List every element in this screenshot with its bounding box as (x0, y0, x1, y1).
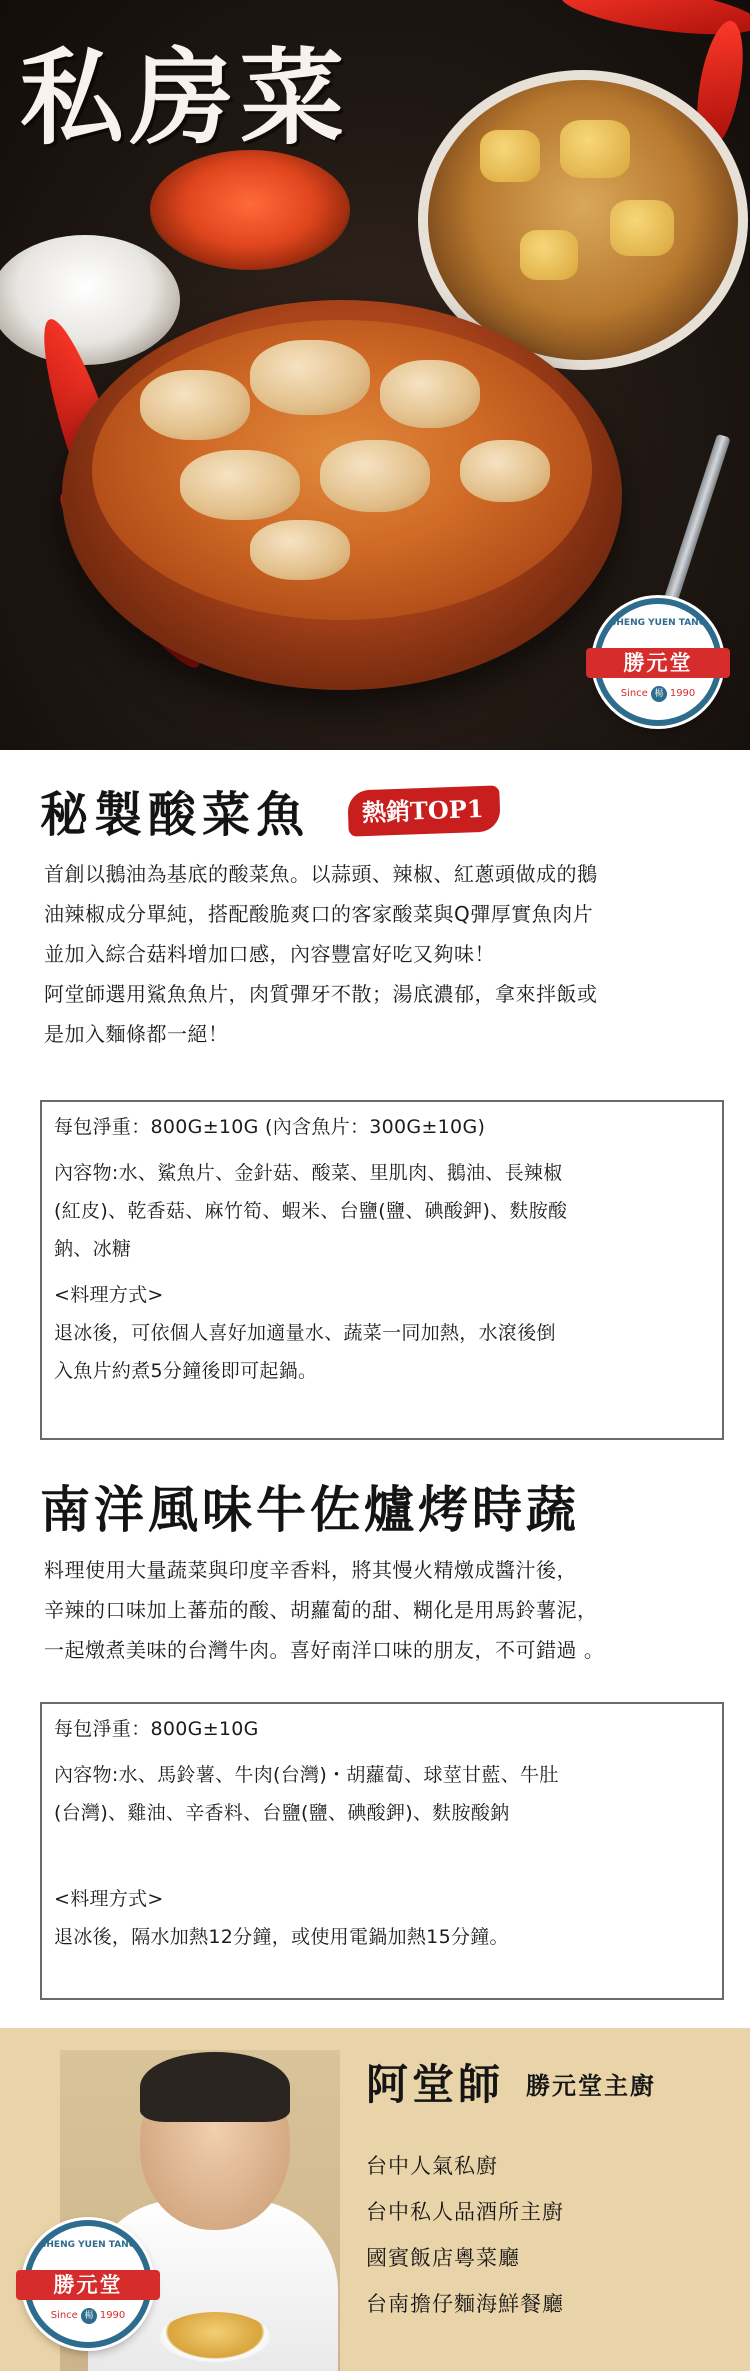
dish1-desc-line: 首創以鵝油為基底的酸菜魚。以蒜頭、辣椒、紅蔥頭做成的鵝 (44, 862, 598, 886)
dish1-method-line: 退冰後，可依個人喜好加適量水、蔬菜一同加熱，水滾後倒 (54, 1322, 556, 1344)
chef-credit: 台南擔仔麵海鮮餐廳 (366, 2292, 564, 2316)
noodle-plate-image (160, 2312, 270, 2362)
dish2-desc-line: 一起燉煮美味的台灣牛肉。喜好南洋口味的朋友，不可錯過 。 (44, 1638, 605, 1662)
dish1-spec-box (40, 1100, 724, 1440)
dish1-title: 秘製酸菜魚 (40, 787, 311, 843)
brand-since-label: Since (50, 2310, 78, 2321)
dish2-spec-box (40, 1702, 724, 2000)
chef-hair (140, 2052, 290, 2122)
brand-seal: 楊 (651, 686, 667, 702)
chef-name: 阿堂師 (366, 2060, 505, 2109)
dish1-ingredients-line: 內容物:水、鯊魚片、金針菇、酸菜、里肌肉、鵝油、長辣椒 (54, 1162, 563, 1184)
brand-since (38, 2308, 138, 2324)
dish2-title: 南洋風味牛佐爐烤時蔬 (40, 1480, 580, 1539)
brand-year: 1990 (99, 2310, 126, 2321)
potato-chunk (520, 230, 578, 280)
dish2-net-weight: 每包淨重：800G±10G (54, 1718, 259, 1740)
brand-since (608, 686, 708, 702)
fish-slice (380, 360, 480, 428)
dish1-desc-line: 是加入麵條都一絕！ (44, 1022, 229, 1046)
dish1-method-title: <料理方式> (54, 1284, 164, 1306)
dish1-desc-line: 油辣椒成分單純，搭配酸脆爽口的客家酸菜與Q彈厚實魚肉片 (44, 902, 594, 926)
fish-slice (250, 340, 370, 415)
brand-badge (594, 598, 722, 726)
hero-title: 私房菜 (20, 36, 351, 159)
brand-name: 勝元堂 (16, 2270, 160, 2300)
dish2-desc-line: 料理使用大量蔬菜與印度辛香料，將其慢火精燉成醬汁後， (44, 1558, 577, 1582)
brand-arc-text: SHENG YUEN TANG (39, 2240, 137, 2250)
dish1-ingredients-line: 鈉、冰糖 (54, 1238, 132, 1260)
brand-arc-text: SHENG YUEN TANG (609, 618, 707, 628)
chef-credit: 台中人氣私廚 (366, 2154, 498, 2178)
brand-since-label: Since (620, 688, 648, 699)
dish1-ingredients-line: (紅皮)、乾香菇、麻竹筍、蝦米、台鹽(鹽、碘酸鉀)、麩胺酸 (54, 1200, 568, 1222)
bestseller-tag: 熱銷TOP1 (347, 785, 500, 836)
dish1-desc-line: 並加入綜合菇料增加口感，內容豐富好吃又夠味！ (44, 942, 495, 966)
brand-name: 勝元堂 (586, 648, 730, 678)
dish2-method-title: <料理方式> (54, 1888, 164, 1910)
fish-slice (320, 440, 430, 512)
dish1-description (44, 854, 724, 1054)
fish-slice (180, 450, 300, 520)
chef-role: 勝元堂主廚 (526, 2071, 656, 2100)
dish1-method-line: 入魚片約煮5分鐘後即可起鍋。 (54, 1360, 318, 1382)
dish1-desc-line: 阿堂師選用鯊魚魚片，肉質彈牙不散；湯底濃郁，拿來拌飯或 (44, 982, 598, 1006)
dish2-desc-line: 辛辣的口味加上蕃茄的酸、胡蘿蔔的甜、糊化是用馬鈴薯泥， (44, 1598, 598, 1622)
potato-chunk (610, 200, 674, 256)
dish2-ingredients-line: (台灣)、雞油、辛香料、台鹽(鹽、碘酸鉀)、麩胺酸鈉 (54, 1802, 510, 1824)
chef-credit: 台中私人品酒所主廚 (366, 2200, 564, 2224)
salt-bowl-image (0, 235, 180, 365)
dish2-method-line: 退冰後，隔水加熱12分鐘，或使用電鍋加熱15分鐘。 (54, 1926, 509, 1948)
chili-bowl-image (150, 150, 350, 270)
brand-seal: 楊 (81, 2308, 97, 2324)
dish1-net-weight: 每包淨重：800G±10G (內含魚片：300G±10G) (54, 1116, 486, 1138)
dish2-ingredients-line: 內容物:水、馬鈴薯、牛肉(台灣)・胡蘿蔔、球莖甘藍、牛肚 (54, 1764, 559, 1786)
potato-chunk (480, 130, 540, 182)
brand-badge-chef (24, 2220, 152, 2348)
brand-year: 1990 (669, 688, 696, 699)
chef-credit: 國賓飯店粵菜廳 (366, 2246, 520, 2270)
potato-chunk (560, 120, 630, 178)
dish2-description (44, 1550, 724, 1670)
fish-slice (460, 440, 550, 502)
fish-slice (140, 370, 250, 440)
fish-slice (250, 520, 350, 580)
